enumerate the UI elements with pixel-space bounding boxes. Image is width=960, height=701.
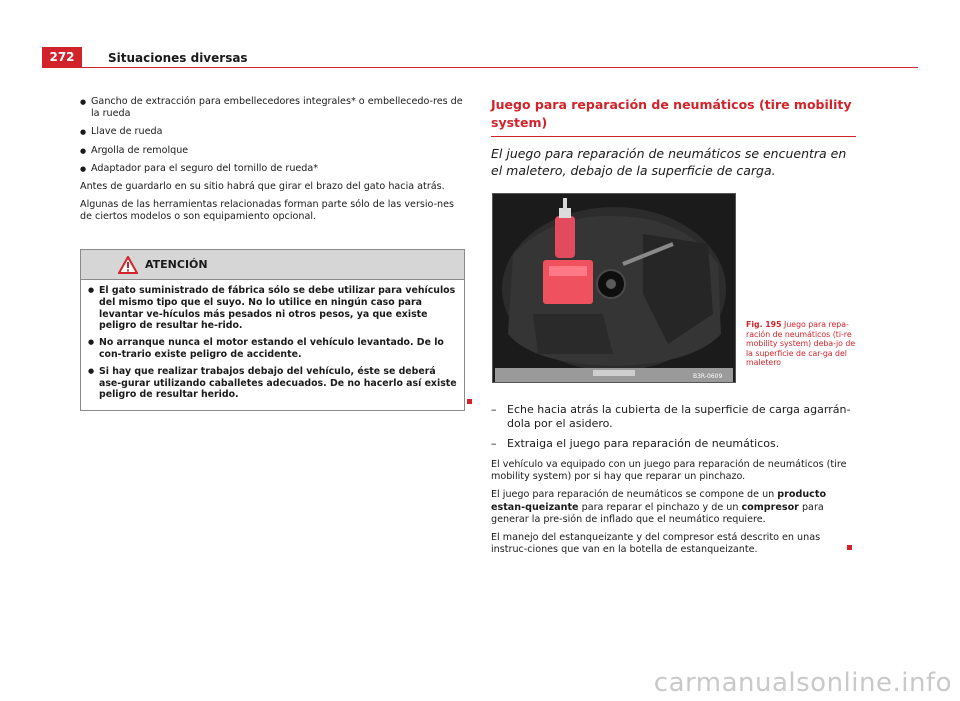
list-item: ● Argolla de remolque — [80, 145, 465, 157]
figure-caption — [746, 320, 856, 368]
emphasis-text: compresor — [741, 501, 799, 513]
list-item: ● Gancho de extracción para embellecedores integrales* o embellecedo-res de la rueda — [80, 96, 465, 120]
lead-text: El juego para reparación de neumáticos se encuentra en el maletero, debajo de la superficie de carga. — [491, 146, 847, 178]
step-item: – Extraiga el juego para reparación de neumáticos. — [491, 437, 856, 451]
step-item: – Eche hacia atrás la cubierta de la superficie de carga agarrán-dola por el asidero. — [491, 403, 856, 431]
section-end-mark — [847, 545, 852, 550]
caption-label: Fig. 195 — [746, 320, 782, 329]
paragraph — [491, 489, 856, 526]
watermark: carmanualsonline.info — [653, 668, 952, 698]
trunk-illustration — [493, 194, 735, 382]
figure — [491, 193, 856, 383]
left-column — [80, 96, 465, 230]
warning-item: ● No arranque nunca el motor estando el vehículo levantado. De lo con-trario existe peligro de accidente. — [88, 337, 457, 361]
warning-body — [81, 280, 464, 410]
list-item: ● Adaptador para el seguro del tornillo de rueda* — [80, 163, 465, 175]
emphasis-text: producto estan-queizante — [491, 489, 827, 513]
trunk-photo — [492, 193, 736, 383]
section-end-mark — [467, 399, 472, 404]
tool-list — [80, 96, 465, 175]
warning-header — [81, 250, 464, 280]
section-heading: Juego para reparación de neumáticos (tire mobility system) — [491, 96, 856, 137]
warning-title: ATENCIÓN — [145, 258, 208, 271]
page-number: 272 — [42, 47, 82, 67]
page-header — [42, 47, 918, 67]
paragraph: Antes de guardarlo en su sitio habrá que girar el brazo del gato hacia atrás. — [80, 181, 445, 193]
step-list — [491, 403, 856, 451]
warning-item: ● Si hay que realizar trabajos debajo del vehículo, éste se deberá ase-gurar utilizando caballetes adecuados. De no hacerlo así existe peligro de resultar herido. — [88, 366, 457, 401]
figure-code: B3R-0609 — [693, 373, 723, 380]
section-title: Situaciones diversas — [108, 51, 248, 65]
paragraph: Algunas de las herramientas relacionadas forman parte sólo de las versio-nes de ciertos modelos o son equipamiento opcional. — [80, 199, 455, 223]
paragraph: El manejo del estanqueizante y del compresor está descrito en unas instruc-ciones que van en la botella de estanqueizante. — [491, 532, 821, 556]
warning-item: ● El gato suministrado de fábrica sólo se debe utilizar para vehículos del mismo tipo que el suyo. No lo utilice en ningún caso para levantar ve-hículos más pesados ni otros pesos, ya que existe peligro de resultar he-rido. — [88, 285, 457, 332]
text-run: El juego para reparación de neumáticos se compone de un — [491, 489, 778, 501]
caption-text: Juego para repa-ración de neumáticos (ti-re mobility system) deba-jo de la superficie de car-ga del maletero — [746, 320, 856, 368]
paragraph: El vehículo va equipado con un juego para reparación de neumáticos (tire mobility system) por si hay que reparar un pinchazo. — [491, 459, 847, 483]
warning-triangle-icon — [118, 256, 138, 274]
right-column — [491, 96, 856, 562]
header-rule — [42, 67, 918, 68]
text-run: para reparar el pinchazo y de un — [578, 501, 742, 513]
text-run: para generar la pre-sión de inflado que el neumático requiere. — [491, 501, 824, 525]
list-item: ● Llave de rueda — [80, 126, 465, 138]
warning-box — [80, 249, 465, 411]
